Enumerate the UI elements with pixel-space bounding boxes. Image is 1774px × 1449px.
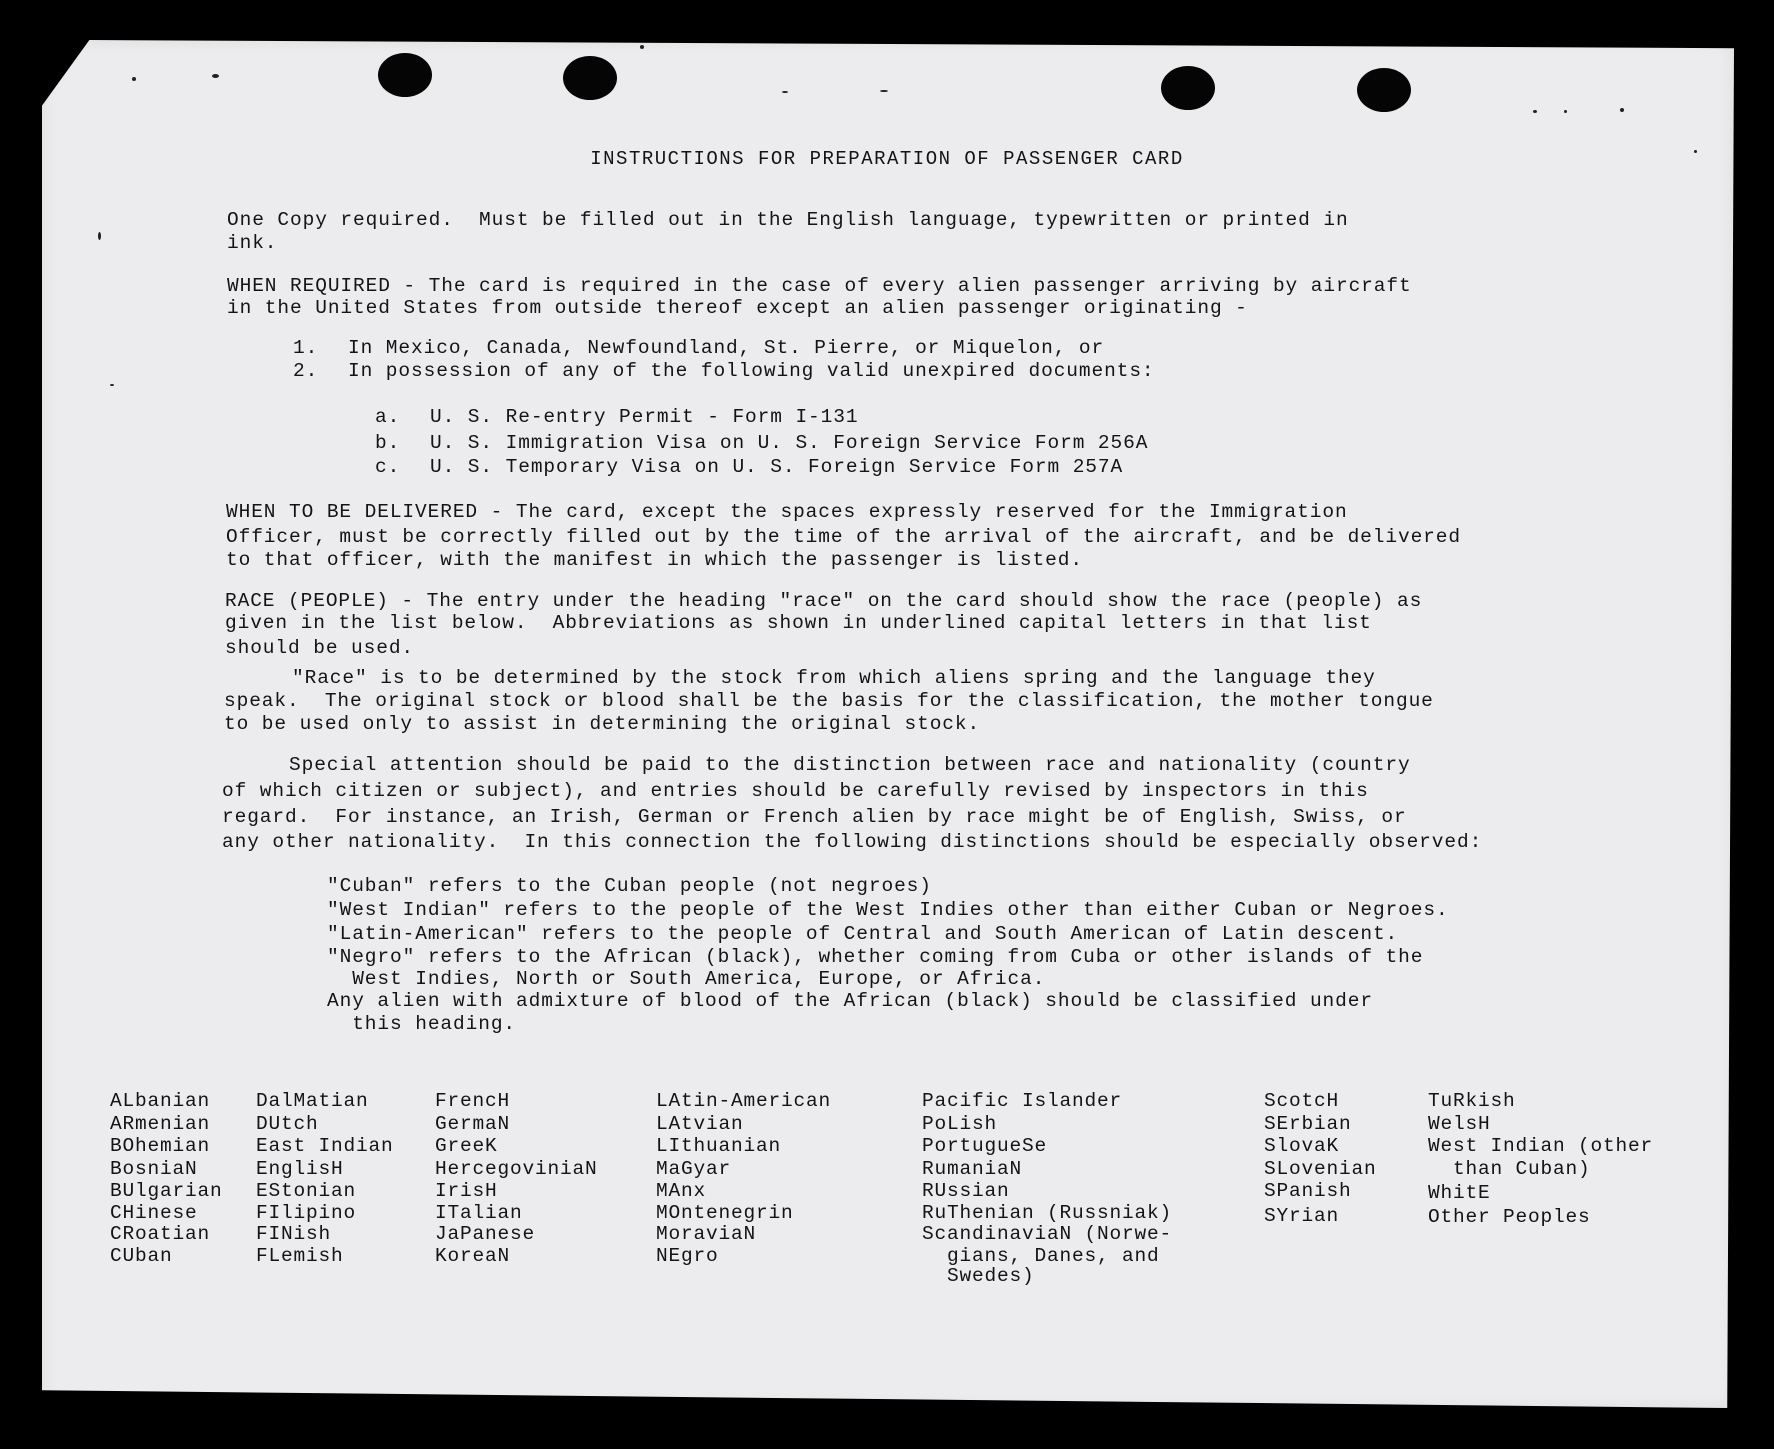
distinction-line: this heading. xyxy=(327,1013,517,1035)
race-entry: CHinese xyxy=(110,1202,198,1224)
race-entry: Other Peoples xyxy=(1428,1206,1591,1228)
speck-mark xyxy=(1564,110,1567,113)
speck-mark xyxy=(782,91,788,93)
race-entry: LAtin-American xyxy=(656,1090,832,1112)
race-entry: LAtvian xyxy=(656,1113,744,1135)
distinction-line: "Negro" refers to the African (black), whether coming from Cuba or other islands of the xyxy=(327,946,1424,968)
race-entry: GermaN xyxy=(435,1113,511,1135)
punch-hole xyxy=(1161,66,1215,110)
race-entry: PoLish xyxy=(922,1113,998,1135)
race-entry: DalMatian xyxy=(256,1090,369,1112)
race-entry: FLemish xyxy=(256,1245,344,1267)
speck-mark xyxy=(110,384,114,386)
race-entry: MAnx xyxy=(656,1180,707,1202)
document-text: U. S. Immigration Visa on U. S. Foreign Service Form 256A xyxy=(430,432,1149,454)
distinction-line: "West Indian" refers to the people of the West Indies other than either Cuban or Negroes. xyxy=(327,899,1449,921)
distinction-line: "Cuban" refers to the Cuban people (not negroes) xyxy=(327,875,932,897)
race-entry: ScandinaviaN (Norwe- xyxy=(922,1223,1173,1245)
distinction-line: Any alien with admixture of blood of the African (black) should be classified under xyxy=(327,990,1373,1012)
race-entry: PortugueSe xyxy=(922,1135,1048,1157)
race-entry: gians, Danes, and xyxy=(922,1245,1160,1267)
speck-mark xyxy=(98,232,101,240)
race-entry: CUban xyxy=(110,1245,173,1267)
race-entry: FINish xyxy=(256,1223,332,1245)
race-entry: SlovaK xyxy=(1264,1135,1340,1157)
document-letter: b. xyxy=(375,432,401,454)
race-entry: EnglisH xyxy=(256,1158,344,1180)
race-entry: MOntenegrin xyxy=(656,1202,794,1224)
punch-hole xyxy=(563,56,617,100)
race-entry: than Cuban) xyxy=(1428,1158,1591,1180)
race-entry: NEgro xyxy=(656,1245,719,1267)
race-entry: DUtch xyxy=(256,1113,319,1135)
race-entry: East Indian xyxy=(256,1135,394,1157)
speck-mark xyxy=(132,77,136,81)
race-entry: TuRkish xyxy=(1428,1090,1516,1112)
race-entry: RUssian xyxy=(922,1180,1010,1202)
special-attention-line: any other nationality. In this connection the following distinctions should be especially observed: xyxy=(222,831,1483,853)
when-delivered-line: Officer, must be correctly filled out by the time of the arrival of the aircraft, and be delivered xyxy=(226,526,1461,548)
when-delivered-line: to that officer, with the manifest in which the passenger is listed. xyxy=(226,549,1083,571)
race-entry: MaGyar xyxy=(656,1158,732,1180)
race-definition-line: speak. The original stock or blood shall be the basis for the classification, the mother tongue xyxy=(224,690,1434,712)
document-title: INSTRUCTIONS FOR PREPARATION OF PASSENGER CARD xyxy=(590,148,1184,170)
when-required-line: WHEN REQUIRED - The card is required in the case of every alien passenger arriving by aircraft xyxy=(227,275,1412,297)
race-entry: SPanish xyxy=(1264,1180,1352,1202)
special-attention-line: regard. For instance, an Irish, German or French alien by race might be of English, Swiss, or xyxy=(222,806,1407,828)
copy-required-line: ink. xyxy=(227,232,278,254)
race-entry: Pacific Islander xyxy=(922,1090,1123,1112)
race-entry: RuThenian (Russniak) xyxy=(922,1202,1173,1224)
race-entry: CRoatian xyxy=(110,1223,211,1245)
race-entry: BosniaN xyxy=(110,1158,198,1180)
document-letter: a. xyxy=(375,406,401,428)
race-definition-line: to be used only to assist in determining the original stock. xyxy=(224,713,981,735)
speck-mark xyxy=(1620,108,1624,112)
list-item-text: In possession of any of the following valid unexpired documents: xyxy=(348,360,1155,382)
race-people-line: RACE (PEOPLE) - The entry under the heading "race" on the card should show the race (people) as xyxy=(225,590,1423,612)
race-entry: MoraviaN xyxy=(656,1223,757,1245)
race-entry: EStonian xyxy=(256,1180,357,1202)
distinction-line: "Latin-American" refers to the people of Central and South American of Latin descent. xyxy=(327,923,1399,945)
race-entry: FrencH xyxy=(435,1090,511,1112)
race-entry: Swedes) xyxy=(922,1265,1035,1287)
race-entry: HercegoviniaN xyxy=(435,1158,598,1180)
race-entry: BOhemian xyxy=(110,1135,211,1157)
special-attention-line: of which citizen or subject), and entries should be carefully revised by inspectors in this xyxy=(222,780,1369,802)
speck-mark xyxy=(640,45,644,49)
race-entry: JaPanese xyxy=(435,1223,536,1245)
speck-mark xyxy=(1533,110,1537,113)
race-entry: SErbian xyxy=(1264,1113,1352,1135)
when-delivered-line: WHEN TO BE DELIVERED - The card, except the spaces expressly reserved for the Immigration xyxy=(226,501,1348,523)
race-entry: KoreaN xyxy=(435,1245,511,1267)
speck-mark xyxy=(880,90,888,92)
race-entry: ARmenian xyxy=(110,1113,211,1135)
race-entry: RumaniaN xyxy=(922,1158,1023,1180)
race-entry: WelsH xyxy=(1428,1113,1491,1135)
punch-hole xyxy=(378,53,432,97)
distinction-line: West Indies, North or South America, Europe, or Africa. xyxy=(327,968,1046,990)
race-entry: BUlgarian xyxy=(110,1180,223,1202)
when-required-line: in the United States from outside thereof except an alien passenger originating - xyxy=(227,297,1248,319)
race-entry: IrisH xyxy=(435,1180,498,1202)
document-text: U. S. Re-entry Permit - Form I-131 xyxy=(430,406,859,428)
speck-mark xyxy=(212,74,219,78)
race-entry: LIthuanian xyxy=(656,1135,782,1157)
race-entry: FIlipino xyxy=(256,1202,357,1224)
list-item-text: In Mexico, Canada, Newfoundland, St. Pierre, or Miquelon, or xyxy=(348,337,1105,359)
document-letter: c. xyxy=(375,456,401,478)
list-number: 2. xyxy=(293,360,319,382)
race-people-line: given in the list below. Abbreviations as shown in underlined capital letters in that list xyxy=(225,612,1372,634)
race-definition-line: "Race" is to be determined by the stock from which aliens spring and the language they xyxy=(292,667,1376,689)
race-entry: ALbanian xyxy=(110,1090,211,1112)
race-entry: WhitE xyxy=(1428,1182,1491,1204)
race-entry: West Indian (other xyxy=(1428,1135,1654,1157)
race-people-line: should be used. xyxy=(225,637,415,659)
race-entry: ITalian xyxy=(435,1202,523,1224)
list-number: 1. xyxy=(293,337,319,359)
copy-required-line: One Copy required. Must be filled out in the English language, typewritten or printed in xyxy=(227,209,1349,231)
race-entry: ScotcH xyxy=(1264,1090,1340,1112)
race-entry: SLovenian xyxy=(1264,1158,1377,1180)
race-entry: SYrian xyxy=(1264,1205,1340,1227)
document-text: U. S. Temporary Visa on U. S. Foreign Service Form 257A xyxy=(430,456,1124,478)
punch-hole xyxy=(1357,68,1411,112)
special-attention-line: Special attention should be paid to the distinction between race and nationality (country xyxy=(289,754,1411,776)
race-entry: GreeK xyxy=(435,1135,498,1157)
